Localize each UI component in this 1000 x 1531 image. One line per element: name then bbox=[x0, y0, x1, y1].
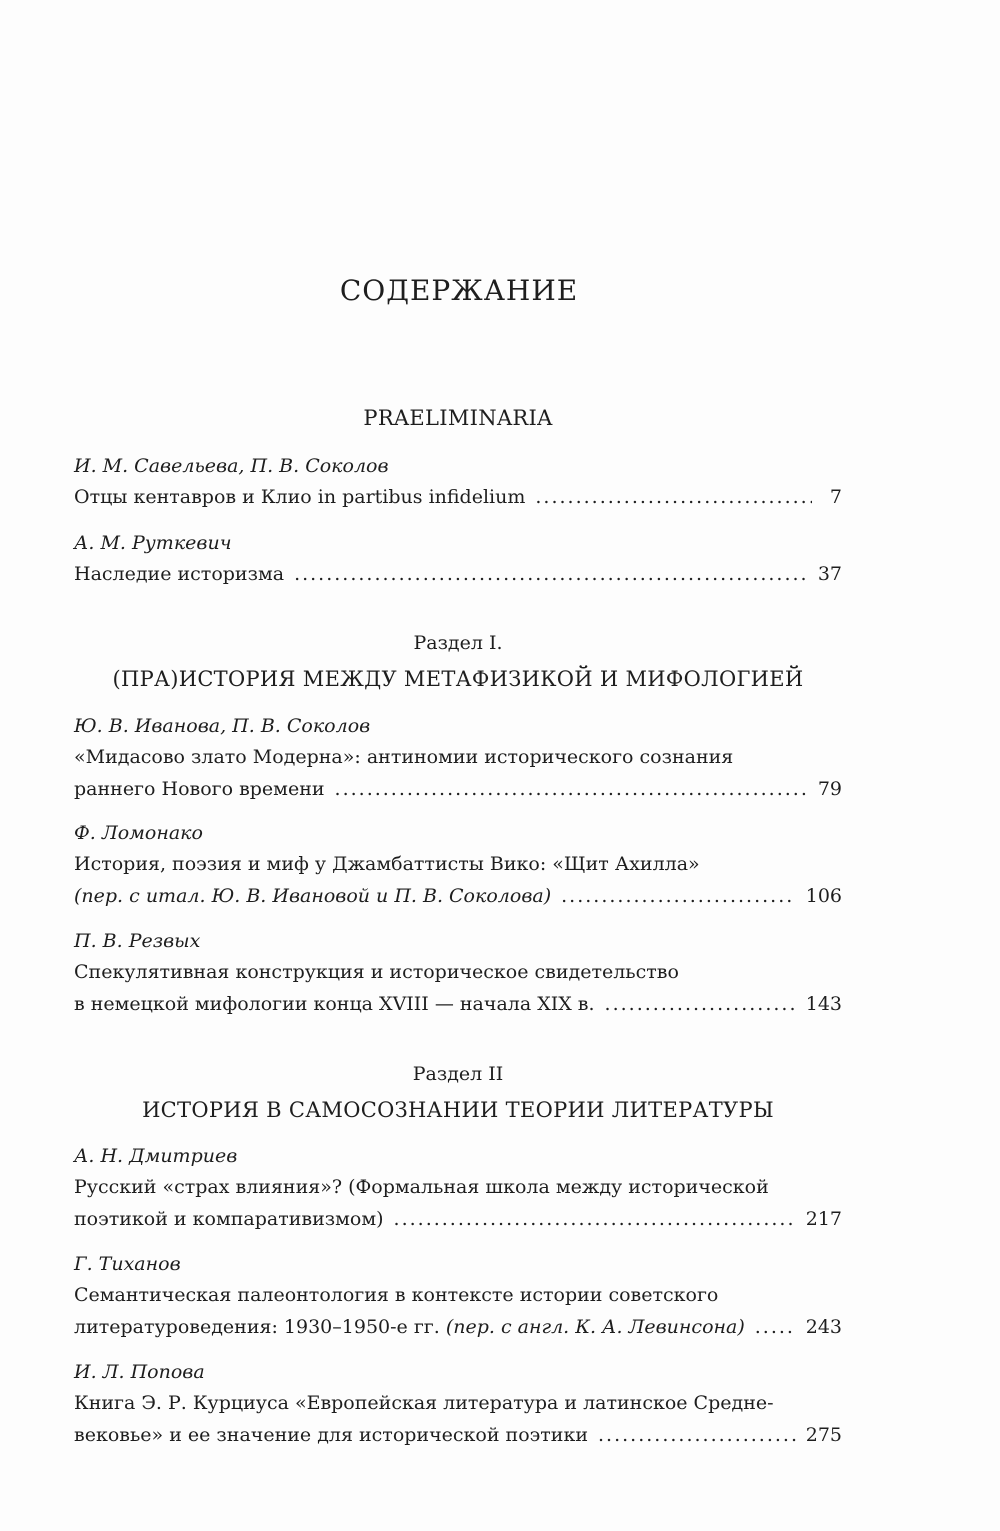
section-title: ИСТОРИЯ В САМОСОЗНАНИИ ТЕОРИИ ЛИТЕРАТУРЫ bbox=[142, 1098, 774, 1122]
toc-entry bbox=[74, 818, 842, 912]
entry-title-line bbox=[74, 558, 842, 590]
entry-author: А. Н. Дмитриев bbox=[74, 1145, 238, 1167]
entry-translator-note: (пер. с итал. Ю. В. Ивановой и П. В. Соколова) bbox=[74, 885, 552, 907]
toc-entry bbox=[74, 926, 842, 1020]
entry-title-line bbox=[74, 1419, 842, 1451]
entry-author: И. Л. Попова bbox=[74, 1361, 205, 1383]
page-number: 79 bbox=[817, 778, 842, 800]
toc-entry bbox=[74, 711, 842, 805]
leader-dots bbox=[755, 1311, 796, 1343]
entry-author: А. М. Руткевич bbox=[74, 532, 232, 554]
entry-author: Ф. Ломонако bbox=[74, 822, 203, 844]
entry-title: Отцы кентавров и Клио in partibus infidelium bbox=[74, 486, 526, 508]
entry-title-line bbox=[74, 481, 842, 513]
page-number: 106 bbox=[805, 885, 842, 907]
leader-dots bbox=[294, 558, 808, 590]
entry-title-line: Русский «страх влияния»? (Формальная школа между исторической bbox=[74, 1176, 769, 1198]
leader-dots bbox=[394, 1203, 796, 1235]
leader-dots bbox=[561, 880, 796, 912]
section-number: Раздел I. bbox=[413, 632, 503, 654]
entry-title-line bbox=[74, 1311, 842, 1343]
toc-entry bbox=[74, 1249, 842, 1343]
entry-author: Г. Тиханов bbox=[74, 1253, 181, 1275]
section-title: (ПРА)ИСТОРИЯ МЕЖДУ МЕТАФИЗИКОЙ И МИФОЛОГИЕЙ bbox=[112, 667, 804, 691]
entry-author: П. В. Резвых bbox=[74, 930, 201, 952]
entry-title-line: Семантическая палеонтология в контексте истории советского bbox=[74, 1284, 719, 1306]
page-number: 275 bbox=[805, 1424, 842, 1446]
entry-author: Ю. В. Иванова, П. В. Соколов bbox=[74, 715, 371, 737]
entry-title: вековье» и ее значение для исторической поэтики bbox=[74, 1424, 589, 1446]
toc-entry bbox=[74, 528, 842, 590]
page-number: 217 bbox=[805, 1208, 842, 1230]
entry-title: в немецкой мифологии конца XVIII — начала XIX в. bbox=[74, 993, 595, 1015]
leader-dots bbox=[598, 1419, 796, 1451]
entry-title: Наследие историзма bbox=[74, 563, 285, 585]
toc-entry bbox=[74, 451, 842, 513]
praeliminaria-heading bbox=[74, 405, 842, 431]
leader-dots bbox=[535, 481, 812, 513]
entry-title bbox=[74, 1311, 745, 1343]
entry-title-line bbox=[74, 988, 842, 1020]
page-number: 7 bbox=[829, 486, 842, 508]
section-title: PRAELIMINARIA bbox=[363, 406, 553, 430]
entry-title-line bbox=[74, 773, 842, 805]
entry-title-line: «Мидасово злато Модерна»: антиномии исторического сознания bbox=[74, 746, 734, 768]
page-number: 243 bbox=[805, 1316, 842, 1338]
entry-title-text: литературоведения: 1930–1950-е гг. bbox=[74, 1316, 440, 1338]
toc-entry bbox=[74, 1141, 842, 1235]
toc-entry bbox=[74, 1357, 842, 1451]
entry-title: раннего Нового времени bbox=[74, 778, 325, 800]
entry-title-line: Спекулятивная конструкция и историческое свидетельство bbox=[74, 961, 679, 983]
entry-title-line bbox=[74, 880, 842, 912]
section-number: Раздел II bbox=[412, 1063, 504, 1085]
page-number: 143 bbox=[805, 993, 842, 1015]
entry-title-line: Книга Э. Р. Курциуса «Европейская литература и латинское Средне- bbox=[74, 1392, 774, 1414]
leader-dots bbox=[605, 988, 796, 1020]
entry-title-line: История, поэзия и миф у Джамбаттисты Вико: «Щит Ахилла» bbox=[74, 853, 700, 875]
entry-title-line bbox=[74, 1203, 842, 1235]
leader-dots bbox=[335, 773, 808, 805]
page-title: СОДЕРЖАНИЕ bbox=[339, 274, 579, 307]
entry-title: поэтикой и компаративизмом) bbox=[74, 1208, 384, 1230]
page-number: 37 bbox=[817, 563, 842, 585]
entry-translator-note: (пер. с англ. К. А. Левинсона) bbox=[445, 1316, 745, 1338]
section-2-heading bbox=[74, 1062, 842, 1123]
section-1-heading bbox=[74, 631, 842, 692]
entry-author: И. М. Савельева, П. В. Соколов bbox=[74, 455, 389, 477]
